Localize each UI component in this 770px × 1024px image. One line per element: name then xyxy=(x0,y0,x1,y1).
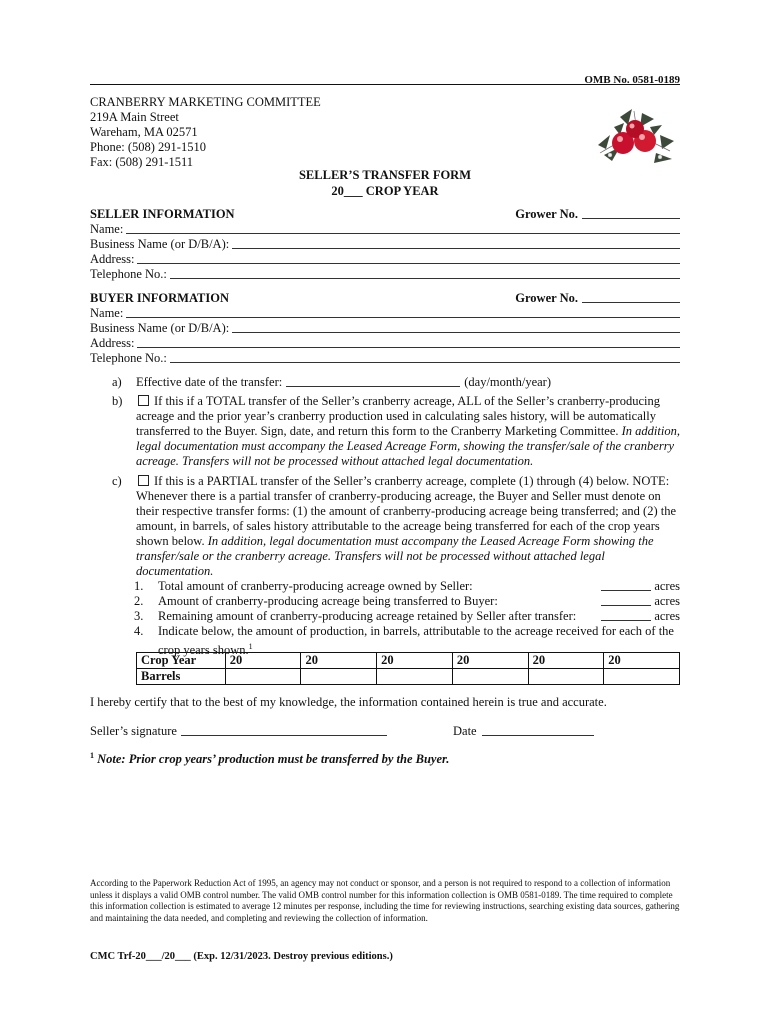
total-transfer-text: If this if a TOTAL transfer of the Seller’s cranberry acreage, ALL of the Seller’s cranberry-producing acreage and the prior year’s cranberry production used in calculating sales history, will be automatically transferred to the Buyer. Sign, date, and return this form to the Cranberry Marketing Committee. xyxy=(136,394,660,438)
seller-address-field[interactable] xyxy=(137,252,680,264)
partial-transfer-note: In addition, legal documentation must accompany the Leased Acreage Form showing the transfer/sale or the cranberry acreage. Transfers will not be processed without attached legal documentation. xyxy=(136,534,654,578)
seller-name-field[interactable] xyxy=(126,222,680,234)
barrels-label: Barrels xyxy=(137,669,226,685)
partial-transfer-checkbox[interactable] xyxy=(138,475,149,486)
date-label: Date xyxy=(453,724,477,738)
paperwork-notice: According to the Paperwork Reduction Act of 1995, an agency may not conduct or sponsor, and a person is not required to respond to a collection of information unless it displays a valid OMB control number. The valid OMB control number for this information collection is OMB 0581-0189. The time required to complete this information collection is estimated to average 12 minutes per response, including the time for reviewing instructions, searching existing data sources, gathering and maintaining the data needed, and completing and reviewing the collection of information. xyxy=(90,878,680,923)
partial-transfer-text: If this is a PARTIAL transfer of the Seller’s cranberry acreage, complete (1) through (4) below. NOTE: Whenever there is a partial transfer of cranberry-producing acreage, the Buyer and Seller must denote on their respective transfer forms: (1) the amount of cranberry-producing acreage being transferred; and (2) the amount, in barrels, of sales history attributable to the acreage being transferred for each of the crop years shown below. xyxy=(136,474,677,548)
unit-label: acres xyxy=(654,579,680,593)
table-row xyxy=(137,669,680,685)
item-b xyxy=(112,394,680,469)
crop-year-cell[interactable]: 20 xyxy=(604,653,680,669)
buyer-heading-row xyxy=(90,291,680,306)
org-name: CRANBERRY MARKETING COMMITTEE xyxy=(90,95,321,109)
crop-year-title: 20___ CROP YEAR xyxy=(331,184,439,198)
date-format: (day/month/year) xyxy=(464,375,552,389)
acreage-owned-field[interactable] xyxy=(601,579,651,591)
signature-label: Seller’s signature xyxy=(90,724,177,738)
field-label: Name: xyxy=(90,306,124,320)
omb-number: OMB No. 0581-0189 xyxy=(584,74,680,86)
signature-row xyxy=(90,724,387,739)
crop-year-cell[interactable]: 20 xyxy=(225,653,301,669)
phone: Phone: (508) 291-1510 xyxy=(90,140,206,154)
buyer-name-row xyxy=(90,306,680,321)
buyer-phone-row xyxy=(90,351,680,366)
barrels-cell[interactable] xyxy=(528,669,604,685)
item-text: Indicate below, the amount of production, in barrels, attributable to the acreage received for each of the crop years shown. xyxy=(158,624,674,658)
seller-phone-field[interactable] xyxy=(170,267,680,279)
seller-business-row xyxy=(90,237,680,252)
form-title: SELLER’S TRANSFER FORM xyxy=(298,168,472,182)
grower-label: Grower No. xyxy=(515,207,578,221)
crop-year-cell[interactable]: 20 xyxy=(377,653,453,669)
crop-year-cell[interactable]: 20 xyxy=(528,653,604,669)
item-c xyxy=(112,474,680,579)
seller-name-row xyxy=(90,222,680,237)
total-transfer-checkbox[interactable] xyxy=(138,395,149,406)
seller-grower-field[interactable] xyxy=(582,207,680,219)
acreage-transferred-row xyxy=(134,594,680,609)
committee-address xyxy=(90,95,321,170)
barrels-cell[interactable] xyxy=(452,669,528,685)
seller-heading: SELLER INFORMATION xyxy=(90,207,235,221)
acreage-retained-row xyxy=(134,609,680,624)
signature-field[interactable] xyxy=(181,724,387,736)
field-label: Name: xyxy=(90,222,124,236)
seller-heading-row xyxy=(90,207,680,222)
buyer-address-row xyxy=(90,336,680,351)
barrels-cell[interactable] xyxy=(604,669,680,685)
unit-label: acres xyxy=(654,594,680,608)
crop-year-cell[interactable]: 20 xyxy=(452,653,528,669)
certification-text: I hereby certify that to the best of my knowledge, the information contained herein is true and accurate. xyxy=(90,695,607,709)
item-number: 3. xyxy=(134,609,144,623)
seller-business-field[interactable] xyxy=(232,237,680,249)
footnote-ref: 1 xyxy=(248,642,253,651)
item-text: Remaining amount of cranberry-producing acreage retained by Seller after transfer: xyxy=(158,609,577,623)
city: Wareham, MA 02571 xyxy=(90,125,198,139)
footnote-text: Note: Prior crop years’ production must be transferred by the Buyer. xyxy=(97,752,450,767)
item-number: 1. xyxy=(134,579,144,593)
buyer-heading: BUYER INFORMATION xyxy=(90,291,230,305)
effective-date-field[interactable] xyxy=(286,375,460,387)
item-number: 4. xyxy=(134,624,144,638)
field-label: Business Name (or D/B/A): xyxy=(90,237,230,251)
item-marker: c) xyxy=(112,474,122,488)
buyer-phone-field[interactable] xyxy=(170,351,680,363)
seller-address-row xyxy=(90,252,680,267)
barrels-cell[interactable] xyxy=(301,669,377,685)
unit-label: acres xyxy=(654,609,680,623)
acreage-owned-row xyxy=(134,579,680,594)
field-label: Telephone No.: xyxy=(90,351,167,365)
barrels-cell[interactable] xyxy=(225,669,301,685)
field-label: Address: xyxy=(90,252,135,266)
crop-year-table xyxy=(136,652,680,685)
field-label: Telephone No.: xyxy=(90,267,167,281)
street: 219A Main Street xyxy=(90,110,179,124)
fax: Fax: (508) 291-1511 xyxy=(90,155,193,169)
table-row xyxy=(137,653,680,669)
field-label: Address: xyxy=(90,336,135,350)
buyer-grower-field[interactable] xyxy=(582,291,680,303)
total-transfer-note: In addition, legal documentation must accompany the Leased Acreage Form, showing the transfer/sale of the cranberry acreage. Transfers will not be processed without attached legal documentation. xyxy=(136,424,680,468)
buyer-name-field[interactable] xyxy=(126,306,680,318)
barrels-cell[interactable] xyxy=(377,669,453,685)
item-marker: a) xyxy=(112,375,122,389)
cranberry-logo xyxy=(590,105,680,170)
acreage-transferred-field[interactable] xyxy=(601,594,651,606)
buyer-business-field[interactable] xyxy=(232,321,680,333)
buyer-grower-no xyxy=(515,291,680,306)
buyer-address-field[interactable] xyxy=(137,336,680,348)
buyer-business-row xyxy=(90,321,680,336)
item-number: 2. xyxy=(134,594,144,608)
date-field[interactable] xyxy=(482,724,594,736)
item-text: Total amount of cranberry-producing acreage owned by Seller: xyxy=(158,579,473,593)
date-row xyxy=(453,724,594,739)
item-marker: b) xyxy=(112,394,123,408)
header-rule xyxy=(90,84,680,85)
seller-phone-row xyxy=(90,267,680,282)
item-a xyxy=(112,375,680,390)
crop-year-label: Crop Year xyxy=(137,653,226,669)
item-text: Amount of cranberry-producing acreage being transferred to Buyer: xyxy=(158,594,498,608)
form-id: CMC Trf-20___/20___ (Exp. 12/31/2023. Destroy previous editions.) xyxy=(90,951,393,962)
footnote-marker: 1 xyxy=(90,751,94,760)
field-label: Business Name (or D/B/A): xyxy=(90,321,230,335)
crop-year-cell[interactable]: 20 xyxy=(301,653,377,669)
acreage-retained-field[interactable] xyxy=(601,609,651,621)
footnote xyxy=(90,748,680,767)
effective-date-label: Effective date of the transfer: xyxy=(136,375,283,389)
seller-grower-no xyxy=(515,207,680,222)
grower-label: Grower No. xyxy=(515,291,578,305)
